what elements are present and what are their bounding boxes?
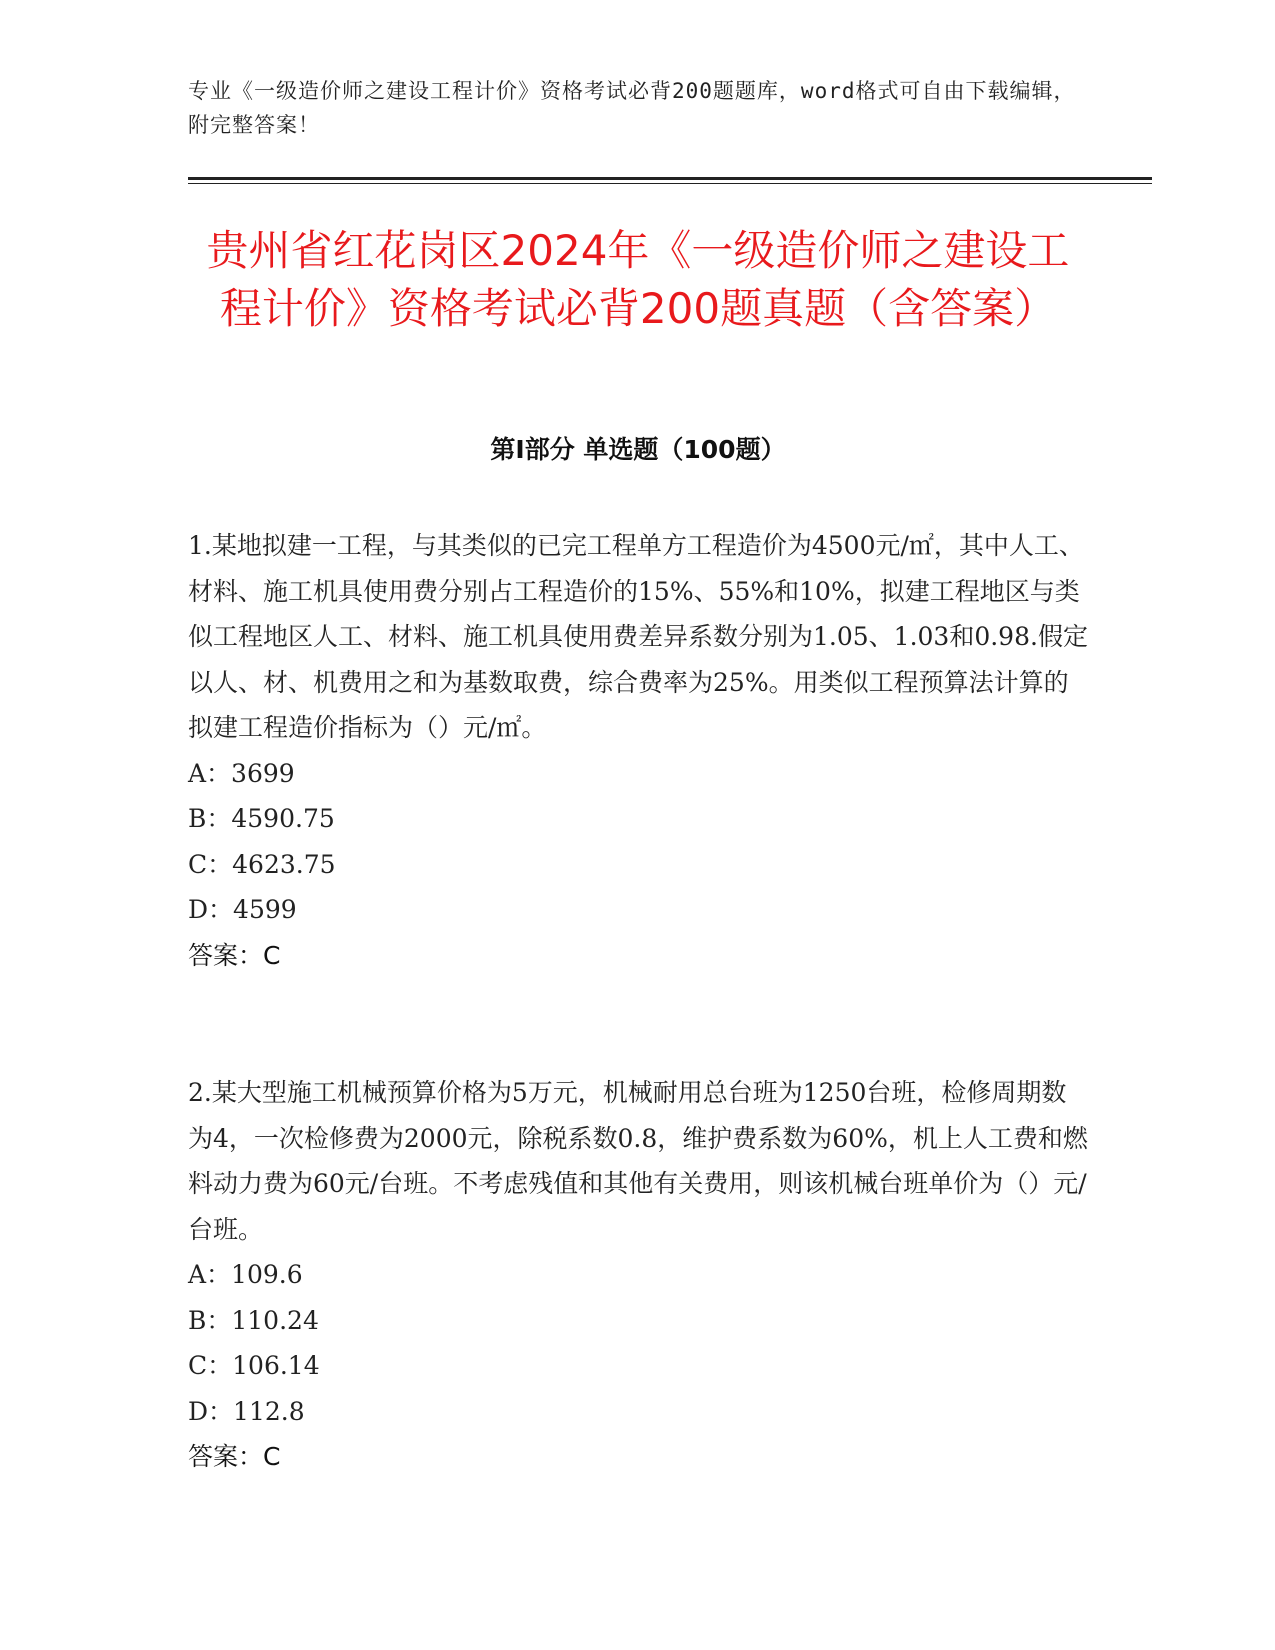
option-d: D：112.8 [188, 1396, 305, 1426]
option-b: B：110.24 [188, 1305, 319, 1335]
answer-line: 答案：C [188, 940, 281, 970]
option-a: A：3699 [188, 758, 295, 788]
question-2 [188, 1070, 1088, 1480]
option-c: C：4623.75 [188, 849, 336, 879]
header-rule-thin [188, 183, 1152, 184]
question-1 [188, 523, 1088, 978]
option-c: C：106.14 [188, 1351, 320, 1380]
question-stem: 1.某地拟建一工程，与其类似的已完工程单方工程造价为4500元/㎡，其中人工、材料、施工机具使用费分别占工程造价的15%、55%和10%，拟建工程地区与类似工程地区人工、材料、施工机具使用费差异系数分别为1.05、1.03和0.98.假定以人、材、机费用之和为基数取费，综合费率为25%。用类似工程预算法计算的拟建工程造价指标为（）元/㎡。 [188, 531, 1088, 742]
header-note: 专业《一级造价师之建设工程计价》资格考试必背200题题库，word格式可自由下载编辑，附完整答案！ [188, 79, 1076, 137]
option-b: B：4590.75 [188, 804, 335, 833]
option-d: D：4599 [188, 895, 297, 924]
option-a: A：109.6 [188, 1260, 303, 1289]
answer-line: 答案：C [188, 1442, 281, 1471]
document-title: 贵州省红花岗区2024年《一级造价师之建设工程计价》资格考试必背200题真题（含答案） [206, 226, 1070, 333]
section-heading: 第Ⅰ部分 单选题（100题） [490, 435, 786, 464]
question-stem: 2.某大型施工机械预算价格为5万元，机械耐用总台班为1250台班，检修周期数为4，一次检修费为2000元，除税系数0.8，维护费系数为60%，机上人工费和燃料动力费为60元/台班。不考虑残值和其他有关费用，则该机械台班单价为（）元/台班。 [188, 1078, 1088, 1244]
header-rule-thick [188, 177, 1152, 180]
